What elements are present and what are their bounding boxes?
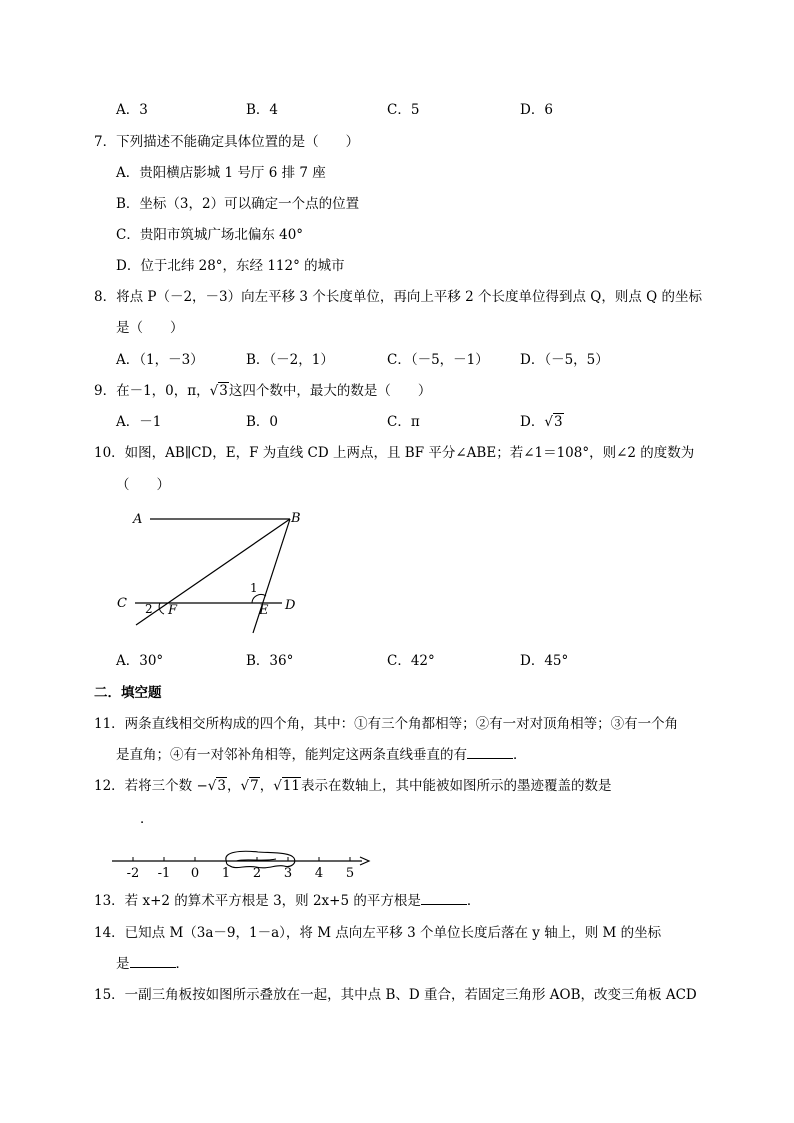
label-angle-1: 1 bbox=[250, 581, 258, 595]
q14-answer-blank[interactable] bbox=[130, 955, 176, 968]
label-d: D bbox=[285, 598, 296, 613]
q12-sqrt-1-arg: 3 bbox=[217, 778, 226, 794]
q9-option-d-sqrt-arg: 3 bbox=[553, 414, 563, 430]
q7-stem: 7．下列描述不能确定具体位置的是（ ） bbox=[94, 134, 360, 150]
q15-line1: 15．一副三角板按如图所示叠放在一起，其中点 B、D 重合，若固定三角形 AOB，改变三角板 ACD bbox=[94, 987, 697, 1003]
q11-line2-pre: 是直角；④有一对邻补角相等，能判定这两条直线垂直的有 bbox=[116, 747, 467, 763]
axis-tick-label: 1 bbox=[221, 866, 231, 881]
q9-stem-post: 这四个数中，最大的数是（ ） bbox=[228, 383, 432, 399]
label-f: F bbox=[168, 603, 178, 618]
q10-option-c: C．42° bbox=[387, 653, 435, 669]
label-b: B bbox=[291, 511, 301, 526]
axis-tick-label: -2 bbox=[126, 866, 140, 881]
q8-option-c: C．（－5，－1） bbox=[387, 352, 489, 368]
q12-sep-2: ， bbox=[259, 778, 274, 794]
q8-option-d: D．（－5，5） bbox=[520, 352, 609, 368]
q6-option-c: C．5 bbox=[387, 102, 420, 118]
q14-line2-post: ． bbox=[175, 956, 189, 972]
q10-stem-line2: （ ） bbox=[116, 477, 170, 493]
q13-stem bbox=[94, 892, 480, 910]
q12-answer-line: ． bbox=[140, 811, 154, 827]
axis-tick-label: 2 bbox=[252, 866, 262, 881]
q13-post: ． bbox=[466, 893, 481, 909]
q8-option-a: A．（1，－3） bbox=[116, 352, 204, 368]
q10-option-a: A．30° bbox=[116, 653, 164, 669]
q12-sqrt-3-arg: 11 bbox=[282, 778, 300, 794]
axis-tick-label: 3 bbox=[283, 866, 293, 881]
q9-option-a: A．－1 bbox=[116, 414, 162, 430]
q11-line2-post: ． bbox=[513, 747, 527, 763]
section-title-fill-in: 二．填空题 bbox=[94, 685, 162, 701]
q9-stem-pre: 9．在－1，0，π， bbox=[94, 383, 210, 399]
q14-line2 bbox=[116, 955, 189, 973]
q9-option-b: B．0 bbox=[246, 414, 279, 430]
label-e: E bbox=[259, 603, 269, 618]
q10-stem-line1: 10．如图，AB∥CD，E，F 为直线 CD 上两点，且 BF 平分∠ABE；若∠1＝108°，则∠2 的度数为 bbox=[94, 445, 695, 461]
q12-sqrt-3: √11 bbox=[273, 778, 300, 794]
q12-sqrt-1: √3 bbox=[207, 778, 226, 794]
q8-stem-line2: 是（ ） bbox=[116, 320, 184, 336]
q7-option-d: D．位于北纬 28°，东经 112° 的城市 bbox=[116, 258, 345, 274]
q7-option-a: A．贵阳横店影城 1 号厅 6 排 7 座 bbox=[116, 165, 326, 181]
q7-option-b: B．坐标（3，2）可以确定一个点的位置 bbox=[116, 196, 360, 212]
q11-line1: 11．两条直线相交所构成的四个角，其中：①有三个角都相等；②有一对对顶角相等；③有一个角 bbox=[94, 716, 679, 732]
q12-sqrt-2: √7 bbox=[240, 778, 259, 794]
q6-option-a: A．3 bbox=[116, 102, 148, 118]
q14-line1: 14．已知点 M（3a－9，1－a），将 M 点向左平移 3 个单位长度后落在 y 轴上，则 M 的坐标 bbox=[94, 925, 662, 941]
label-c: C bbox=[117, 596, 127, 611]
q9-option-d-sqrt: √3 bbox=[544, 414, 563, 430]
axis-tick-label: 0 bbox=[190, 866, 200, 881]
q9-option-d-prefix: D． bbox=[520, 414, 545, 430]
q9-option-c: C．π bbox=[387, 414, 420, 430]
axis-tick-label: 4 bbox=[314, 866, 324, 881]
q12-pre: 12．若将三个数 − bbox=[94, 778, 208, 794]
q7-option-c: C．贵阳市筑城广场北偏东 40° bbox=[116, 227, 304, 243]
q13-pre: 13．若 x+2 的算术平方根是 3，则 2x+5 的平方根是 bbox=[94, 893, 421, 909]
q9-sqrt-arg: 3 bbox=[219, 383, 228, 399]
q9-sqrt: √3 bbox=[209, 383, 228, 399]
q12-post: 表示在数轴上，其中能被如图所示的墨迹覆盖的数是 bbox=[300, 778, 612, 794]
label-angle-2: 2 bbox=[145, 602, 153, 616]
axis-tick-label: -1 bbox=[157, 866, 171, 881]
label-a: A bbox=[133, 512, 143, 527]
q6-option-b: B．4 bbox=[246, 102, 279, 118]
q12-sqrt-2-arg: 7 bbox=[250, 778, 259, 794]
q10-option-d: D．45° bbox=[520, 653, 569, 669]
q6-option-d: D．6 bbox=[520, 102, 553, 118]
q13-answer-blank[interactable] bbox=[421, 892, 467, 905]
q10-option-b: B．36° bbox=[246, 653, 294, 669]
q8-option-b: B．（－2，1） bbox=[246, 352, 334, 368]
axis-tick-label: 5 bbox=[345, 866, 355, 881]
q12-sep-1: ， bbox=[226, 778, 241, 794]
q14-line2-pre: 是 bbox=[116, 956, 130, 972]
q8-stem-line1: 8．将点 P（－2，－3）向左平移 3 个长度单位，再向上平移 2 个长度单位得到点 Q，则点 Q 的坐标 bbox=[94, 289, 702, 305]
